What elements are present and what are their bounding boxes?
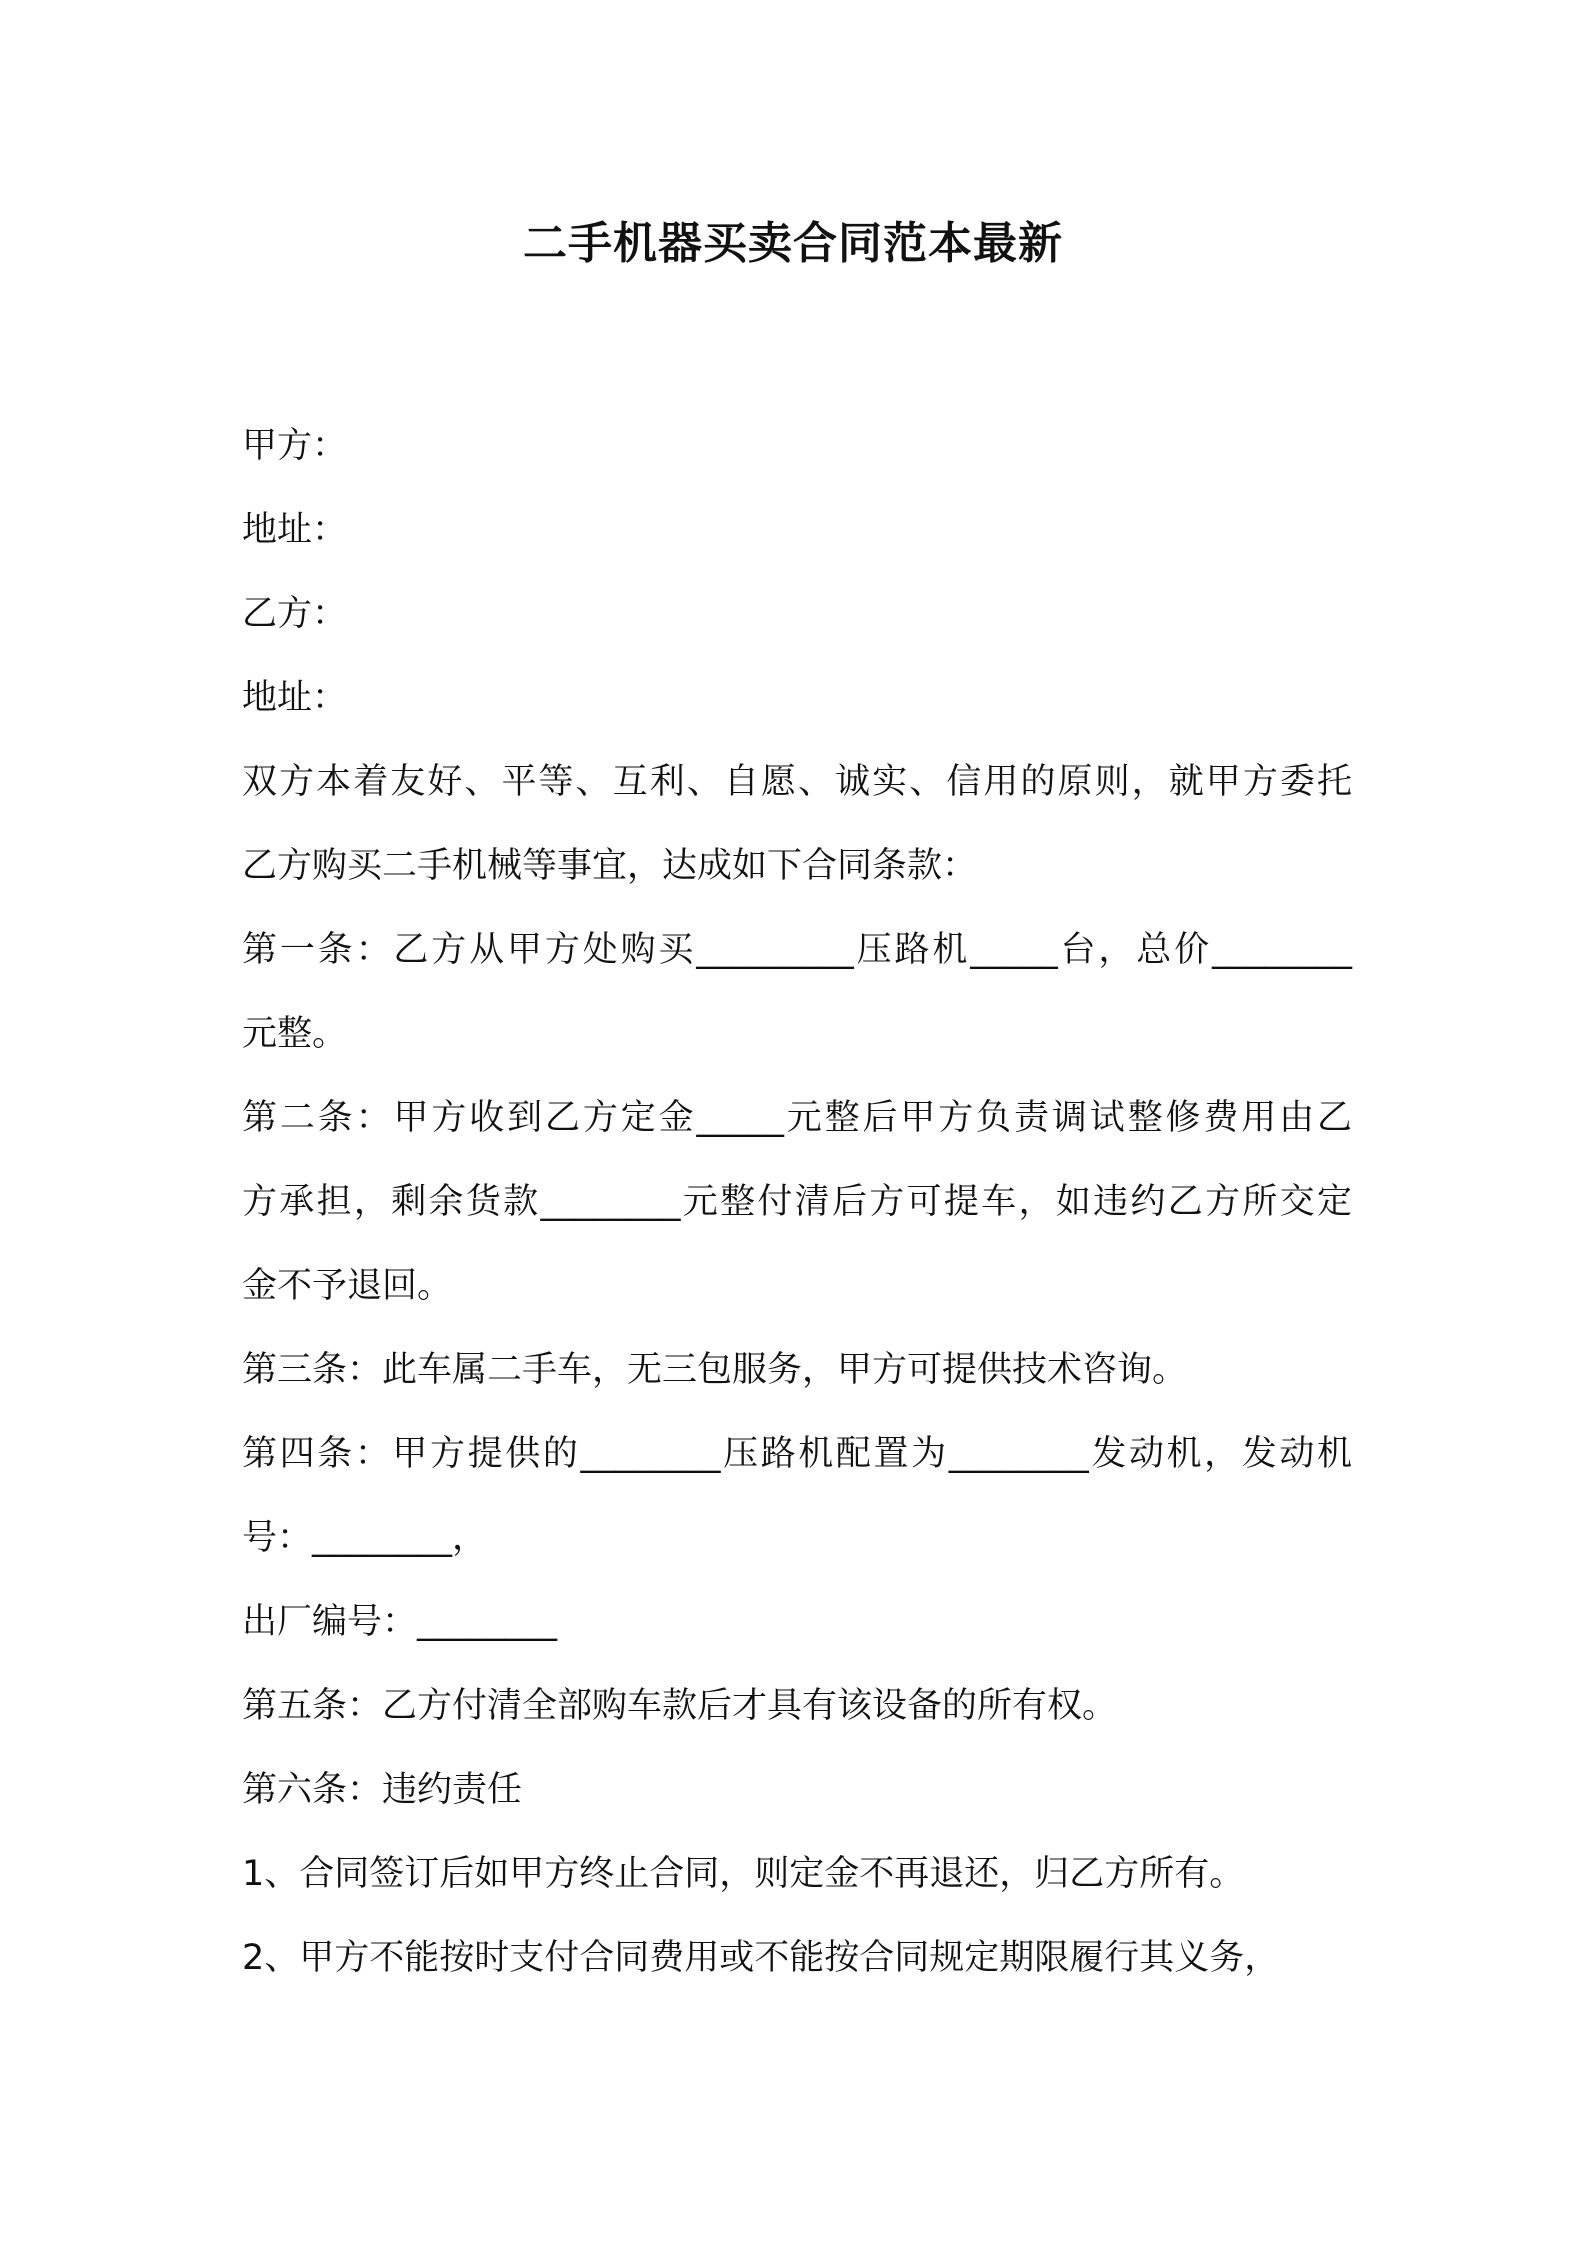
article-4-line: 号：________， [242,1518,488,1558]
preamble-line: 双方本着友好、平等、互利、自愿、诚实、信用的原则，就甲方委托 [242,762,1352,802]
contract-body [242,404,1352,2000]
article-6-clause-2: 2、甲方不能按时支付合同费用或不能按合同规定期限履行其义务， [242,1938,1280,1978]
article-1-line: 第一条：乙方从甲方处购买_________压路机_____台，总价________ [242,930,1352,970]
party-b-line: 乙方： [242,594,348,634]
article-2-line: 第二条：甲方收到乙方定金_____元整后甲方负责调试整修费用由乙 [242,1098,1352,1138]
article-3-line: 第三条：此车属二手车，无三包服务，甲方可提供技术咨询。 [242,1350,1188,1390]
article-6-heading: 第六条：违约责任 [242,1770,523,1810]
party-a-address-line: 地址： [242,510,348,550]
article-2-line: 方承担，剩余货款________元整付清后方可提车，如违约乙方所交定 [242,1182,1352,1222]
party-b-address-line: 地址： [242,678,348,718]
preamble-line: 乙方购买二手机械等事宜，达成如下合同条款： [242,846,978,886]
document-title: 二手机器买卖合同范本最新 [523,218,1063,269]
article-4-line: 第四条：甲方提供的________压路机配置为________发动机，发动机 [242,1434,1352,1474]
article-2-line: 金不予退回。 [242,1266,453,1306]
party-a-line: 甲方： [242,426,348,466]
article-5-line: 第五条：乙方付清全部购车款后才具有该设备的所有权。 [242,1686,1118,1726]
article-4-line: 出厂编号：________ [242,1602,558,1642]
article-1-line: 元整。 [242,1014,348,1054]
article-6-clause-1: 1、合同签订后如甲方终止合同，则定金不再退还，归乙方所有。 [242,1854,1245,1894]
